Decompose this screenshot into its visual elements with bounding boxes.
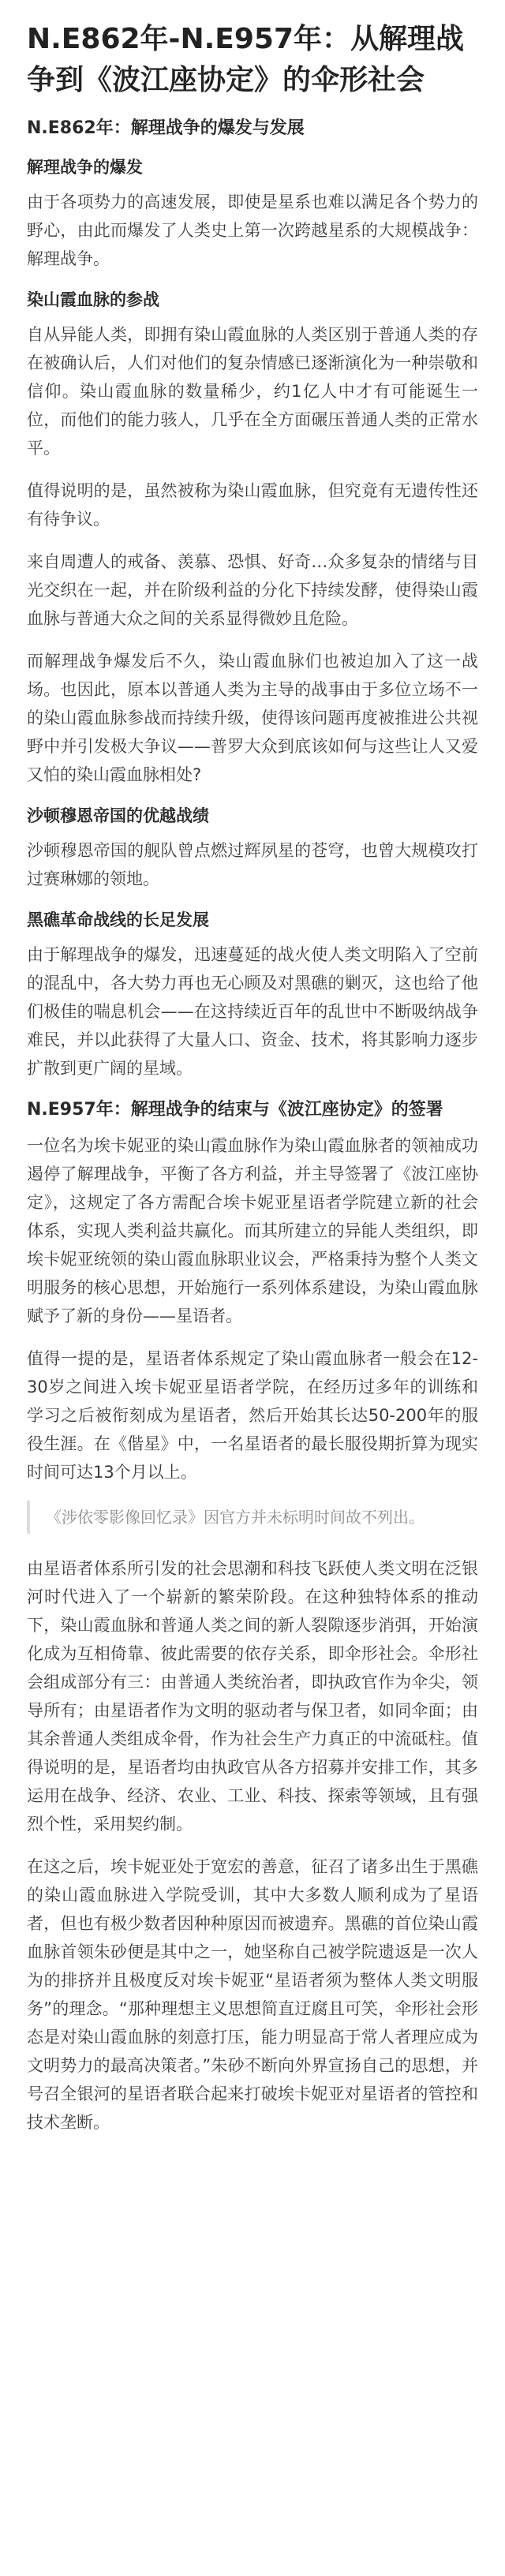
sub-heading: 黑礁革命战线的长足发展 (27, 910, 209, 929)
section-heading: N.E862年：解理战争的爆发与发展 (27, 118, 305, 138)
paragraph: 由于解理战争的爆发，迅速蔓延的战火使人类文明陷入了空前的混乱中，各大势力再也无心顾及对黑礁的剿灭，这也给了他们极佳的喘息机会——在这持续近百年的乱世中不断吸纳战争难民，并以此获得了大量人口、资金、技术，将其影响力逐步扩散到更广阔的星域。 (27, 945, 478, 1078)
sub-heading: 解理战争的爆发 (27, 158, 143, 177)
paragraph: 在这之后，埃卡妮亚处于宽宏的善意，征召了诸多出生于黑礁的染山霞血脉进入学院受训，其中大多数人顺利成为了星语者，但也有极少数者因种种原因而被遗弃。黑礁的首位染山霞血脉首领朱砂便是其中之一，她坚称自己被学院遗返是一次人为的排挤并且极度反对埃卡妮亚“星语者须为整体人类文明服务”的理念。“那种理想主义思想简直迂腐且可笑，伞形社会形态是对染山霞血脉的刻意打压，能力明显高于常人者理应成为文明势力的最高决策者。”朱砂不断向外界宣扬自己的思想，并号召全银河的星语者联合起来打破埃卡妮亚对星语者的管控和技术垄断。 (27, 1857, 478, 2132)
paragraph: 值得一提的是，星语者体系规定了染山霞血脉者一般会在12-30岁之间进入埃卡妮亚星语者学院，在经历过多年的训练和学习之后被衔刻成为星语者，然后开始其长达50-200年的服役生涯。在《偕星》中，一名星语者的最长服役期折算为现实时间可达13个月以上。 (27, 1349, 478, 1482)
paragraph: 沙顿穆恩帝国的舰队曾点燃过辉夙星的苍穹，也曾大规模攻打过赛琳娜的领地。 (27, 841, 478, 888)
article-body (27, 115, 478, 2137)
paragraph: 而解理战争爆发后不久，染山霞血脉们也被迫加入了这一战场。也因此，原本以普通人类为主导的战事由于多位立场不一的染山霞血脉参战而持续升级，使得该问题再度被推进公共视野中并引发极大争议——普罗大众到底该如何与这些让人又爱又怕的染山霞血脉相处? (27, 652, 478, 784)
section-heading: N.E957年：解理战争的结束与《波江座协定》的签署 (27, 1100, 443, 1120)
paragraph: 值得说明的是，虽然被称为染山霞血脉，但究竟有无遗传性还有待争议。 (27, 481, 478, 529)
paragraph: 自从异能人类，即拥有染山霞血脉的人类区别于普通人类的存在被确认后，人们对他们的复杂情感已逐渐演化为一种崇敬和信仰。染山霞血脉的数量稀少，约1亿人中才有可能诞生一位，而他们的能力骇人，几乎在全方面碾压普通人类的正常水平。 (27, 325, 478, 458)
sub-heading: 沙顿穆恩帝国的优越战绩 (27, 806, 209, 825)
sub-heading: 染山霞血脉的参战 (27, 290, 159, 309)
note-quote: 《涉依零影像回忆录》因官方并未标明时间故不列出。 (27, 1501, 478, 1534)
paragraph: 来自周遭人的戒备、羡慕、恐惧、好奇…众多复杂的情绪与目光交织在一起，并在阶级利益的分化下持续发酵，使得染山霞血脉与普通大众之间的关系显得微妙且危险。 (27, 552, 478, 628)
paragraph: 由于各项势力的高速发展，即使是星系也难以满足各个势力的野心，由此而爆发了人类史上第一次跨越星系的大规模战争：解理战争。 (27, 193, 478, 268)
article-title: N.E862年-N.E957年：从解理战争到《波江座协定》的伞形社会 (27, 23, 465, 96)
paragraph: 由星语者体系所引发的社会思潮和科技飞跃使人类文明在泛银河时代进入了一个崭新的繁荣阶段。在这种独特体系的推动下，染山霞血脉和普通人类之间的新人裂隙逐步消弭，开始演化成为互相倚靠、彼此需要的依存关系，即伞形社会。伞形社会组成部分有三：由普通人类统治者，即执政官作为伞尖，领导所有；由星语者作为文明的驱动者与保卫者，如同伞面；由其余普通人类组成伞骨，作为社会生产力真正的中流砥柱。值得说明的是，星语者均由执政官从各方招募并安排工作，其多运用在战争、经济、农业、工业、科技、探索等领域，且有强烈个性，采用契约制。 (27, 1559, 478, 1834)
paragraph: 一位名为埃卡妮亚的染山霞血脉作为染山霞血脉者的领袖成功遏停了解理战争，平衡了各方利益，并主导签署了《波江座协定》，这规定了各方需配合埃卡妮亚星语者学院建立新的社会体系，实现人类利益共赢化。而其所建立的异能人类组织，即埃卡妮亚统领的染山霞血脉职业议会，严格秉持为整个人类文明服务的核心思想，开始施行一系列体系建设，为染山霞血脉赋予了新的身份——星语者。 (27, 1136, 478, 1325)
